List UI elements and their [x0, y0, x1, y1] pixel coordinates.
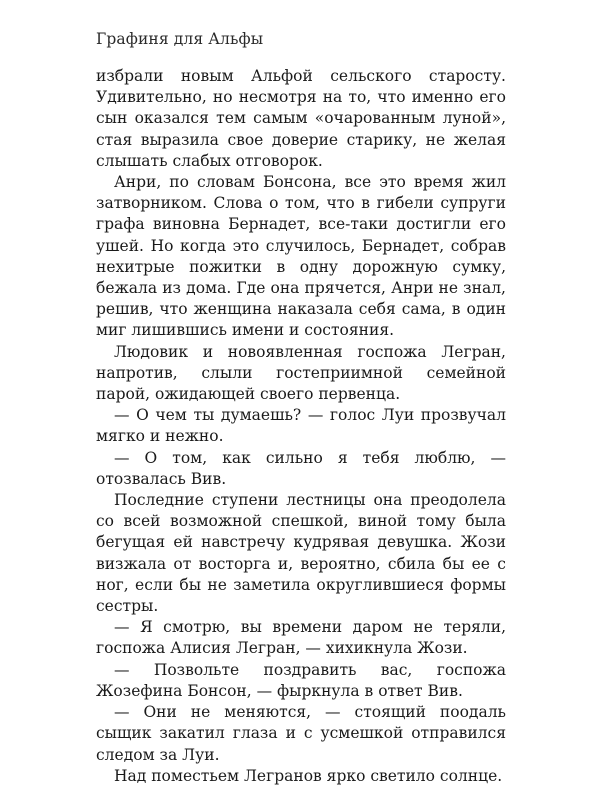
paragraph: — О чем ты думаешь? — голос Луи прозвучал мягко и нежно.	[96, 406, 506, 446]
paragraph: — Позвольте поздравить вас, госпожа Жозефина Бонсон, — фыркнула в ответ Вив.	[96, 660, 506, 700]
paragraph: — О том, как сильно я тебя люблю, — отозвалась Вив.	[96, 448, 506, 488]
paragraph: Над поместьем Легранов ярко светило солнце.	[114, 766, 503, 785]
paragraph: — Они не меняются, — стоящий поодаль сыщик закатил глаза и с усмешкой отправился следом за Луи.	[96, 703, 506, 764]
paragraph: Анри, по словам Бонсона, все это время жил затворником. Слова о том, что в гибели супруги графа виновна Бернадет, все-таки достигли его ушей. Но когда это случилось, Бернадет, собрав нехитрые пожитки в одну дорожную сумку, бежала из дома. Где она прячется, Анри не знал, решив, что женщина наказала себя сама, в один миг лишившись имени и состояния.	[96, 173, 506, 340]
paragraph: Последние ступени лестницы она преодолела со всей возможной спешкой, виной тому была бегущая ей навстречу кудрявая девушка. Жози визжала от восторга и, вероятно, сбила бы ее с ног, если бы не заметила округлившиеся формы сестры.	[96, 491, 506, 616]
running-head: Графиня для Альфы	[96, 30, 264, 48]
paragraph: Людовик и новоявленная госпожа Легран, напротив, слыли гостеприимной семейной парой, ожидающей своего первенца.	[96, 342, 506, 404]
body-text	[96, 66, 506, 787]
paragraph: — Я смотрю, вы времени даром не теряли, госпожа Алисия Легран, — хихикнула Жози.	[96, 618, 506, 658]
paragraph: избрали новым Альфой сельского старосту. Удивительно, но несмотря на то, что именно его сын оказался тем самым «очарованным луной», стая выразила свое доверие старику, не желая слышать слабых отговорок.	[96, 67, 506, 170]
